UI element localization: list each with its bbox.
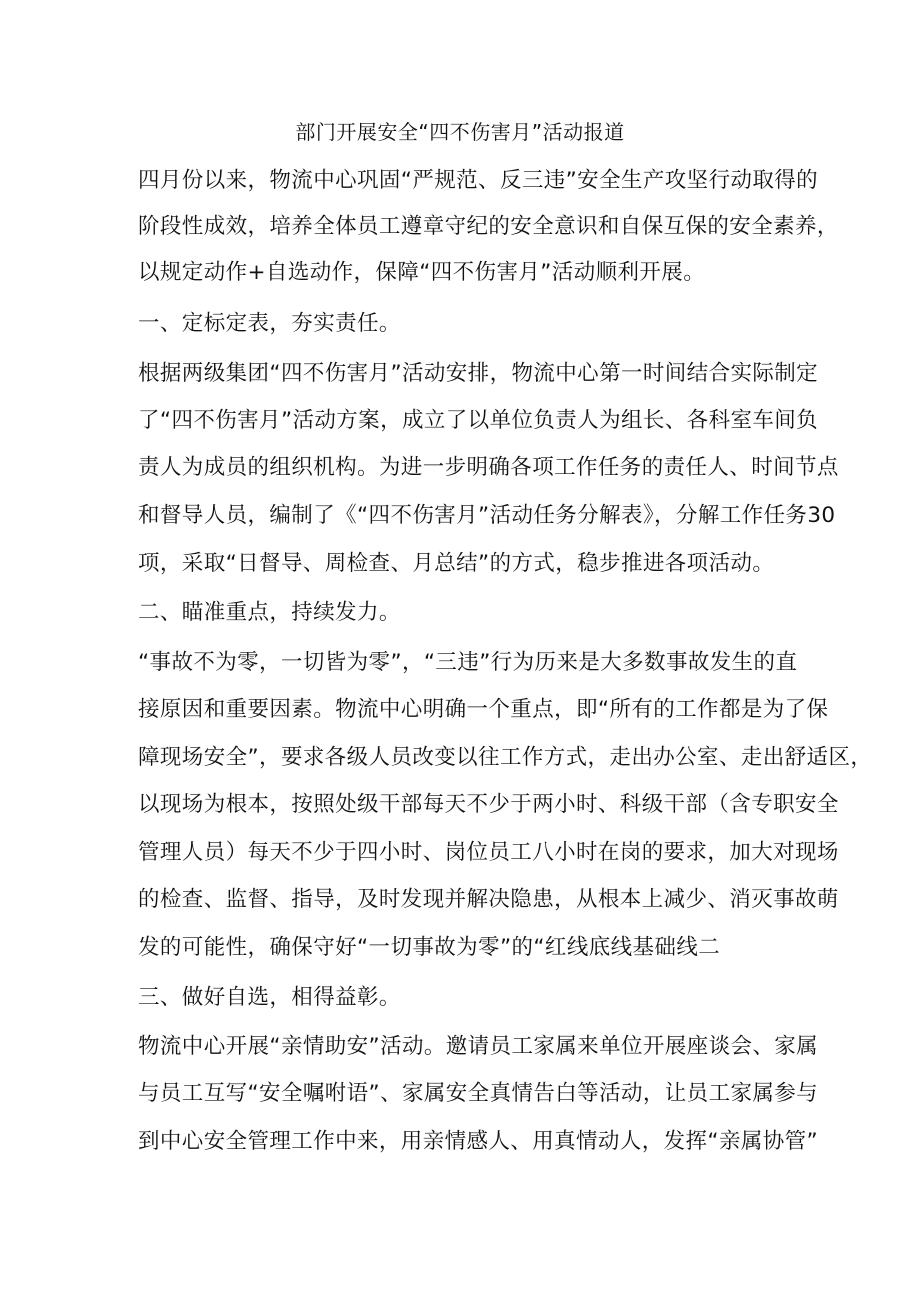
paragraph-line: 以规定动作+自选动作，保障“四不伤害月”活动顺利开展。	[138, 260, 706, 285]
paragraph-line: 障现场安全”，要求各级人员改变以往工作方式，走出办公室、走出舒适区，	[138, 745, 873, 770]
paragraph-line: 以现场为根本，按照处级干部每天不少于两小时、科级干部（含专职安全	[138, 792, 839, 817]
paragraph-line: 四月份以来，物流中心巩固“严规范、反三违”安全生产攻坚行动取得的	[138, 168, 819, 193]
paragraph-line: 阶段性成效，培养全体员工遵章守纪的安全意识和自保互保的安全素养，	[138, 214, 839, 239]
paragraph-line: 管理人员）每天不少于四小时、岗位员工八小时在岗的要求，加大对现场	[138, 840, 839, 865]
paragraph-line: 到中心安全管理工作中来，用亲情感人、用真情动人，发挥“亲属协管”	[138, 1129, 819, 1154]
paragraph-line: 根据两级集团“四不伤害月”活动安排，物流中心第一时间结合实际制定	[138, 361, 819, 386]
paragraph-line: 接原因和重要因素。物流中心明确一个重点，即“所有的工作都是为了保	[138, 697, 829, 722]
paragraph-line: 物流中心开展“亲情助安”活动。邀请员工家属来单位开展座谈会、家属	[138, 1034, 819, 1059]
paragraph-line: 的检查、监督、指导，及时发现并解决隐患，从根本上减少、消灭事故萌	[138, 887, 839, 912]
section-heading: 一、定标定表，夯实责任。	[138, 311, 401, 336]
paragraph-line: 和督导人员，编制了《“四不伤害月”活动任务分解表》，分解工作任务30	[138, 503, 836, 528]
paragraph-line: “事故不为零，一切皆为零”，“三违”行为历来是大多数事故发生的直	[138, 650, 798, 675]
document-title: 部门开展安全“四不伤害月”活动报道	[295, 120, 625, 144]
paragraph-line: 项，采取“日督导、周检查、月总结”的方式，稳步推进各项活动。	[138, 551, 775, 576]
paragraph-line: 与员工互写“安全嘱咐语”、家属安全真情告白等活动，让员工家属参与	[138, 1081, 819, 1106]
section-heading: 二、瞄准重点，持续发力。	[138, 600, 401, 625]
paragraph-line: 责人为成员的组织机构。为进一步明确各项工作任务的责任人、时间节点	[138, 455, 839, 480]
section-heading: 三、做好自选，相得益彰。	[138, 985, 401, 1010]
paragraph-line: 了“四不伤害月”活动方案，成立了以单位负责人为组长、各科室车间负	[138, 408, 819, 433]
paragraph-line: 发的可能性，确保守好“一切事故为零”的“红线底线基础线二	[138, 935, 721, 960]
